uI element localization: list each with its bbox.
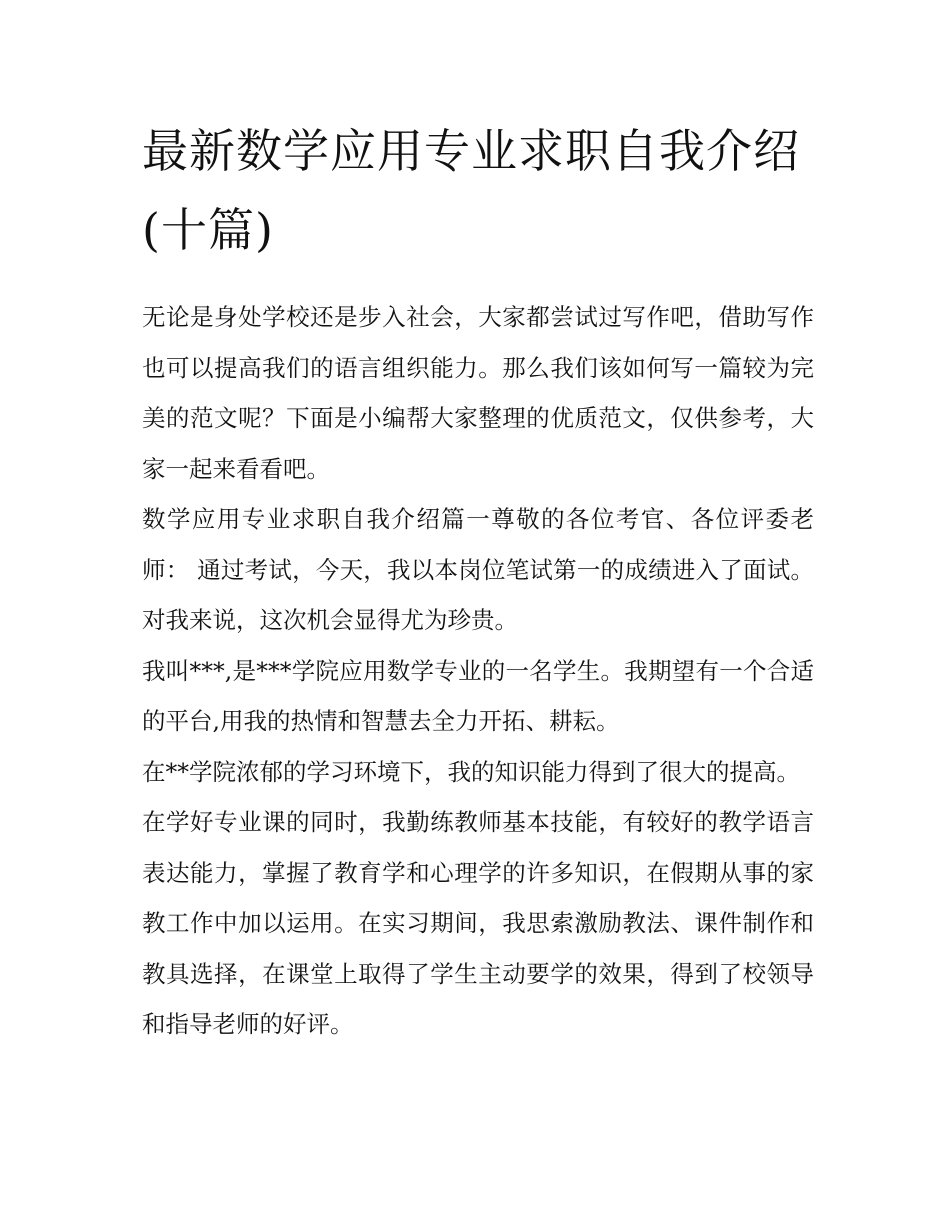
- paragraph-teaching-skills: 在学好专业课的同时，我勤练教师基本技能，有较好的教学语言表达能力，掌握了教育学和心理学的许多知识，在假期从事的家教工作中加以运用。在实习期间，我思索激励教法、课件制作和教具选择，在课堂上取得了学生主动要学的效果，得到了校领导和指导老师的好评。: [142, 808, 814, 1038]
- paragraph-greeting: 数学应用专业求职自我介绍篇一尊敬的各位考官、各位评委老师： 通过考试，今天，我以本岗位笔试第一的成绩进入了面试。对我来说，这次机会显得尤为珍贵。: [142, 505, 814, 634]
- paragraph-self-name: 我叫***,是***学院应用数学专业的一名学生。我期望有一个合适的平台,用我的热情和智慧去全力开拓、耕耘。: [142, 656, 814, 735]
- paragraph-intro: 无论是身处学校还是步入社会，大家都尝试过写作吧，借助写作也可以提高我们的语言组织能力。那么我们该如何写一篇较为完美的范文呢？下面是小编帮大家整理的优质范文，仅供参考，大家一起来看看吧。: [142, 303, 814, 483]
- document-title: 最新数学应用专业求职自我介绍(十篇): [142, 124, 800, 257]
- document-body: [142, 112, 814, 1050]
- paragraph-study-environment: 在**学院浓郁的学习环境下，我的知识能力得到了很大的提高。: [142, 757, 800, 786]
